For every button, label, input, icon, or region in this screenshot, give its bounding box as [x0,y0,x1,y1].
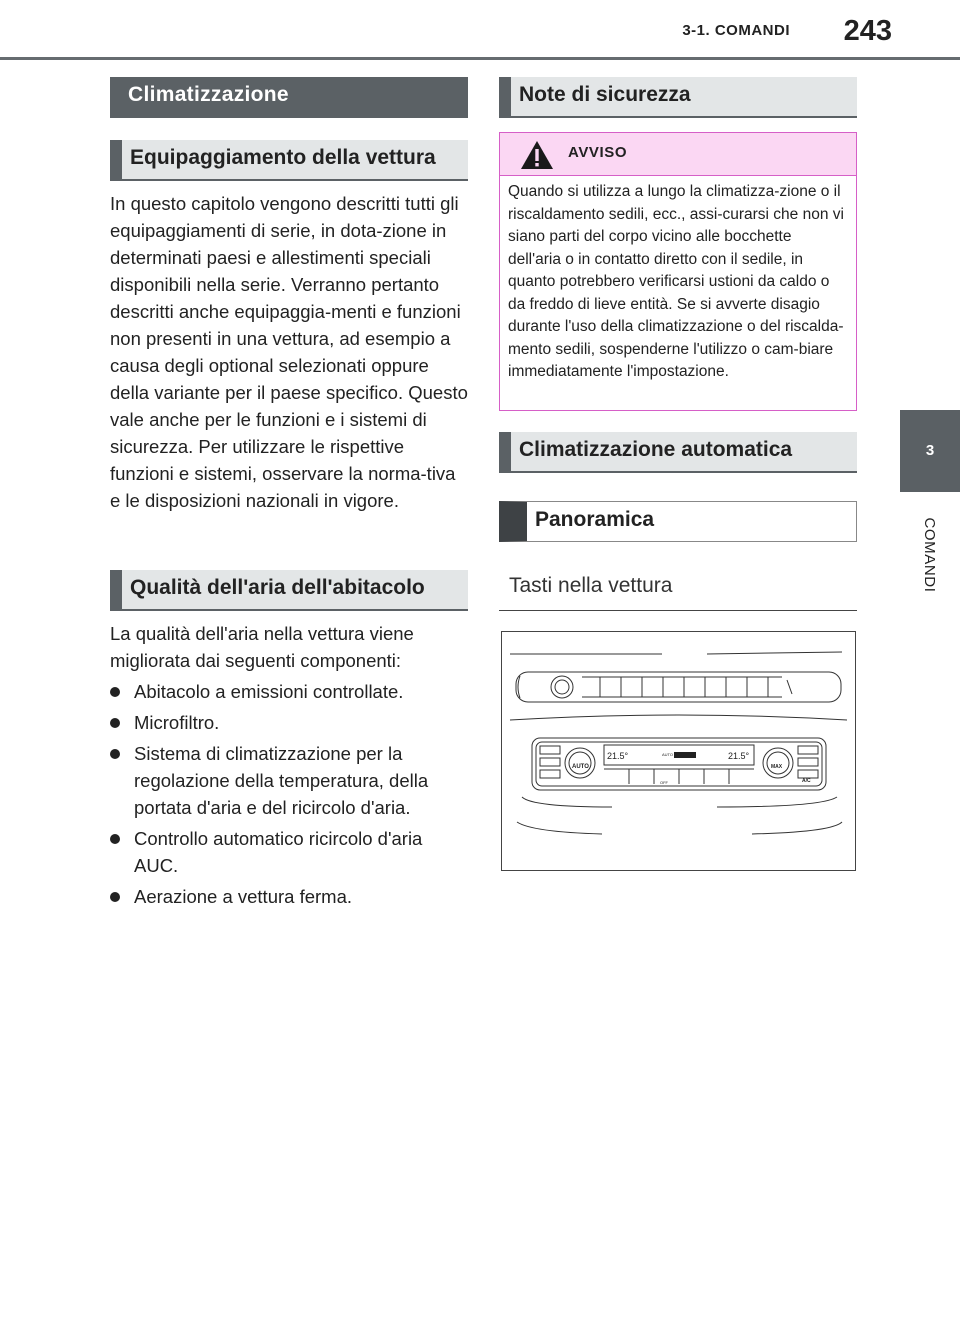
list-item: Controllo automatico ricircolo d'aria AUC. [110,825,468,879]
subsection-title-qualita-aria: Qualità dell'aria dell'abitacolo [110,570,468,611]
section-title-climatizzazione-automatica: Climatizzazione automatica [499,432,857,473]
chapter-tab-label: COMANDI [921,517,938,593]
subheading-tasti-vettura: Tasti nella vettura [499,570,857,611]
list-item: Microfiltro. [110,709,468,736]
list-item: Sistema di climatizzazione per la regolazione della temperatura, della portata d'aria e del ricircolo d'aria. [110,740,468,821]
warning-box [499,132,857,411]
air-quality-list [110,678,468,914]
equipment-paragraph: In questo capitolo vengono descritti tutti gli equipaggiamenti di serie, in dota-zione in determinati paesi e allestimenti speciali disponibili nella serie. Verranno pertanto descritti anche equipaggia-menti e funzioni non presenti in una vettura, ad esempio a causa degli optional selezionati oppure della variante per il paese specifico. Questo vale anche per le funzioni e i sistemi di sicurezza. Per utilizzare le rispettive funzioni e sistemi, osservare la norma-tiva e le disposizioni nazionali in vigore. [110,193,468,511]
section-title-climatizzazione: Climatizzazione [110,77,468,118]
section-title-note-sicurezza: Note di sicurezza [499,77,857,118]
climate-panel-figure [501,631,856,871]
off-button-label: OFF [660,780,668,785]
max-button-label: MAX [771,764,783,770]
warning-title: AVVISO [568,144,628,161]
auto-button-label: AUTO [572,764,589,770]
bullet-icon [110,718,120,728]
warning-text: Quando si utilizza a lungo la climatizza-zione o il riscaldamento sedili, ecc., assi-curarsi che non vi siano parti del corpo vicino alle bocchette dell'aria o in contatto diretto con il sedile, in quanto potrebbero verificarsi ustioni da caldo o da freddo di lieve entità. Se si avverte disagio durante l'uso della climatizzazione o del riscalda-mento sedili, sospenderne l'utilizzo o cam-biare immediatamente l'impostazione. [508,183,844,380]
climate-panel-illustration [502,632,855,870]
bullet-icon [110,834,120,844]
temp-left-display: 21.5° [607,751,629,761]
bullet-icon [110,892,120,902]
list-item: Aerazione a vettura ferma. [110,883,468,910]
page-number: 243 [843,15,892,47]
header-rule [0,57,960,60]
warning-triangle-icon [520,140,554,170]
temp-right-display: 21.5° [728,751,750,761]
chapter-tab-number: 3 [900,410,960,492]
running-header-section: 3-1. COMANDI [682,22,790,39]
ac-button-label: A/C [802,778,811,784]
list-item: Abitacolo a emissioni controllate. [110,678,468,705]
air-quality-paragraph: La qualità dell'aria nella vettura viene migliorata dai seguenti componenti: [110,623,414,671]
bullet-icon [110,749,120,759]
display-auto-label: AUTO [662,752,674,757]
warning-header [500,133,856,176]
bullet-icon [110,687,120,697]
subsection-title-equipaggiamento: Equipaggiamento della vettura [110,140,468,181]
subsection-title-panoramica: Panoramica [499,501,857,542]
